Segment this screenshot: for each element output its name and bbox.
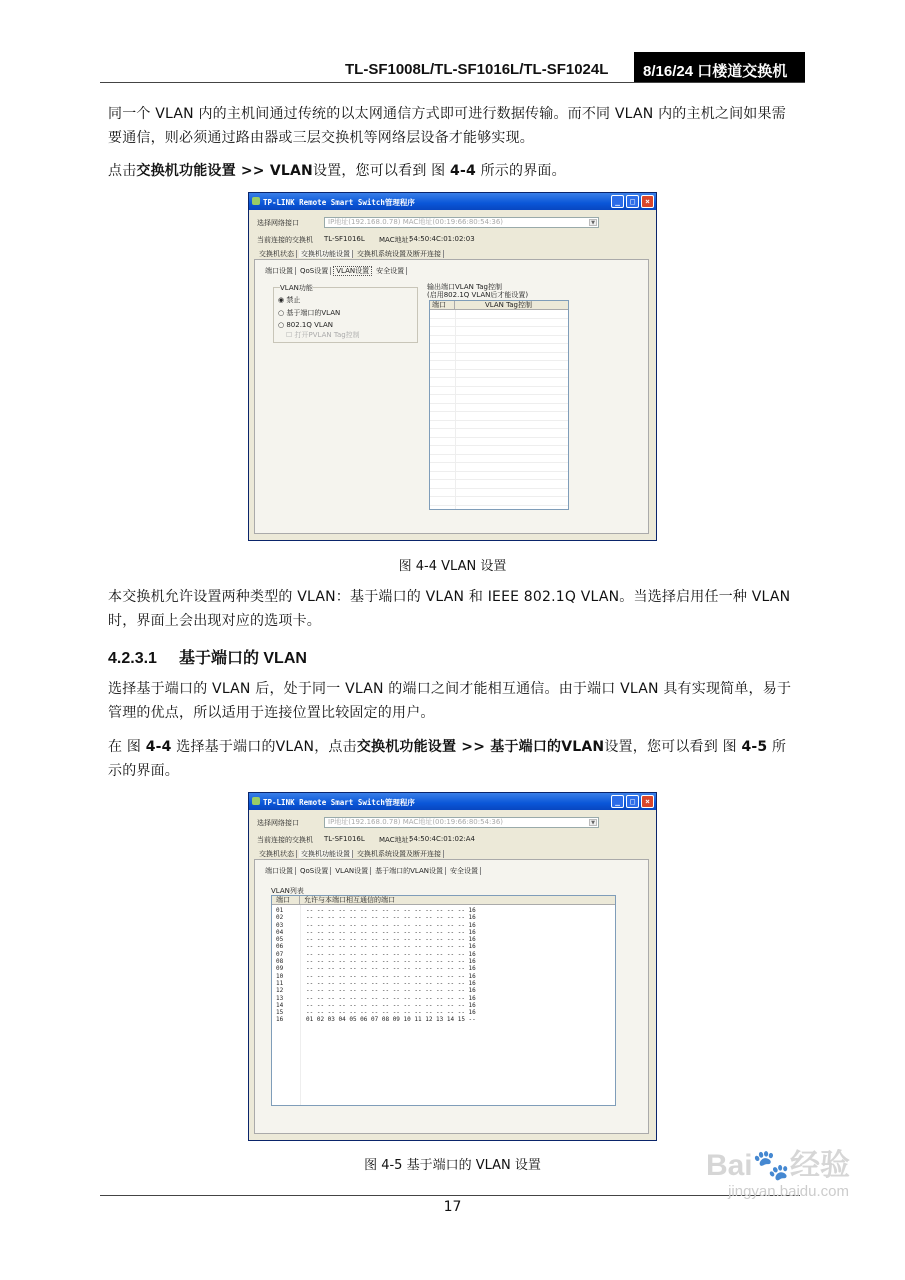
port-cell: 13 xyxy=(276,994,284,1002)
select-label: 选择网络接口 xyxy=(257,219,299,227)
list-title: VLAN列表 xyxy=(271,887,304,895)
members-cell: -- -- -- -- -- -- -- -- -- -- -- -- -- -- -- 16 xyxy=(306,907,476,914)
figure-ref: 4-4 xyxy=(145,739,172,755)
port-cell: 02 xyxy=(276,914,284,922)
close-icon[interactable]: × xyxy=(641,195,654,208)
network-interface-select[interactable] xyxy=(324,217,599,228)
maximize-icon[interactable]: □ xyxy=(626,795,639,808)
column-header: 端口 xyxy=(430,301,455,309)
page-number: 17 xyxy=(443,1199,462,1215)
subtab-port[interactable]: 端口设置 xyxy=(263,867,296,875)
section-heading xyxy=(108,645,307,668)
port-cell: 15 xyxy=(276,1009,284,1017)
minimize-icon[interactable]: _ xyxy=(611,795,624,808)
figure-ref: 4-5 xyxy=(741,739,768,755)
figure-4-5-window xyxy=(248,792,657,1141)
members-cell: 01 02 03 04 05 06 07 08 09 10 11 12 13 14 15 -- xyxy=(306,1016,476,1024)
table-row[interactable] xyxy=(272,995,615,1002)
window-title: TP-LINK Remote Smart Switch管理程序 xyxy=(263,798,415,807)
text: 所示的界面。 xyxy=(475,163,566,179)
subtab-port[interactable]: 端口设置 xyxy=(263,267,296,275)
mac-value: 54:50:4C:01:02:03 xyxy=(409,235,475,243)
port-cell: 16 xyxy=(276,1016,284,1024)
port-cell: 14 xyxy=(276,1001,284,1009)
radio-label: 802.1Q VLAN xyxy=(286,321,333,329)
mac-value: 54:50:4C:01:02:A4 xyxy=(409,835,476,843)
table-row[interactable] xyxy=(272,965,615,972)
table-row[interactable] xyxy=(272,943,615,950)
menu-path: 交换机功能设置 >> 基于端口的VLAN xyxy=(356,739,605,755)
tab-status[interactable]: 交换机状态 xyxy=(257,250,297,258)
members-cell: -- -- -- -- -- -- -- -- -- -- -- -- -- -- -- 16 xyxy=(306,979,476,987)
table-row[interactable] xyxy=(272,980,615,987)
tab-panel xyxy=(254,259,649,534)
title-bar xyxy=(249,793,656,810)
select-label: 选择网络接口 xyxy=(257,819,299,827)
port-cell: 07 xyxy=(276,950,284,958)
sub-tabs xyxy=(263,266,409,276)
mac-label: MAC地址： xyxy=(379,836,416,844)
section-number: 4.2.3.1 xyxy=(108,650,157,667)
figure-4-4-window xyxy=(248,192,657,541)
subtab-security[interactable]: 安全设置 xyxy=(374,267,407,275)
menu-path: 交换机功能设置 >> VLAN xyxy=(136,163,313,179)
chevron-down-icon[interactable]: ▼ xyxy=(589,819,597,826)
tab-panel xyxy=(254,859,649,1134)
port-cell: 06 xyxy=(276,943,284,951)
radio-disable[interactable]: ◉ 禁止 xyxy=(278,296,301,304)
members-cell: -- -- -- -- -- -- -- -- -- -- -- -- -- -- -- 16 xyxy=(306,921,476,929)
footer-rule xyxy=(100,1195,800,1196)
text: 所示的界面。 xyxy=(108,739,787,779)
table-row[interactable] xyxy=(272,914,615,921)
subtab-qos[interactable]: QoS设置 xyxy=(298,267,331,275)
column-header: 端口 xyxy=(272,896,300,904)
table-row[interactable] xyxy=(272,907,615,914)
connected-model: TL-SF1016L xyxy=(324,235,365,243)
table-body xyxy=(272,905,615,1024)
connected-model: TL-SF1016L xyxy=(324,835,365,843)
members-cell: -- -- -- -- -- -- -- -- -- -- -- -- -- -- -- 16 xyxy=(306,928,476,936)
members-cell: -- -- -- -- -- -- -- -- -- -- -- -- -- -- -- 16 xyxy=(306,914,476,922)
paragraph: 同一个 VLAN 内的主机间通过传统的以太网通信方式即可进行数据传输。而不同 VLAN 内的主机之间如果需要通信，则必须通过路由器或三层交换机等网络层设备才能够实现。 xyxy=(108,106,786,146)
network-interface-select[interactable] xyxy=(324,817,599,828)
table-row[interactable] xyxy=(272,987,615,994)
paragraph xyxy=(108,159,800,183)
paragraph: 选择基于端口的 VLAN 后，处于同一 VLAN 的端口之间才能相互通信。由于端口 VLAN 具有实现简单，易于管理的优点，所以适用于连接位置比较固定的用户。 xyxy=(108,681,792,721)
paragraph: 本交换机允许设置两种类型的 VLAN：基于端口的 VLAN 和 IEEE 802.1Q VLAN。当选择启用任一种 VLAN 时，界面上会出现对应的选项卡。 xyxy=(108,589,791,629)
subtab-security[interactable]: 安全设置 xyxy=(448,867,481,875)
main-tabs xyxy=(257,249,446,259)
connected-label: 当前连接的交换机 xyxy=(257,836,313,844)
members-cell: -- -- -- -- -- -- -- -- -- -- -- -- -- -- -- 16 xyxy=(306,958,476,966)
port-cell: 11 xyxy=(276,979,284,987)
radio-8021q[interactable]: ○ 802.1Q VLAN xyxy=(278,321,333,329)
text: 设置，您可以看到 图 xyxy=(312,163,451,179)
members-cell: -- -- -- -- -- -- -- -- -- -- -- -- -- -- -- 16 xyxy=(306,950,476,958)
table-row[interactable] xyxy=(272,1009,615,1016)
right-title: 输出端口VLAN Tag控制 xyxy=(427,283,502,291)
table-row[interactable] xyxy=(272,922,615,929)
table-row[interactable] xyxy=(272,929,615,936)
sub-tabs xyxy=(263,866,483,876)
title-bar xyxy=(249,193,656,210)
watermark-url: jingyan.baidu.com xyxy=(728,1183,849,1200)
text: 设置，您可以看到 图 xyxy=(604,739,742,755)
table-row[interactable] xyxy=(272,951,615,958)
column-header: 允许与本端口相互通信的端口 xyxy=(304,896,395,904)
vlan-tag-table[interactable] xyxy=(429,300,569,510)
combo-value: IP地址(192.168.0.78) MAC地址(00:19:66:80:54:36) xyxy=(328,818,504,826)
tab-function[interactable]: 交换机功能设置 xyxy=(299,850,353,858)
radio-label: 基于端口的VLAN xyxy=(286,309,341,317)
members-cell: -- -- -- -- -- -- -- -- -- -- -- -- -- -- -- 16 xyxy=(306,1001,476,1009)
subtab-port-vlan[interactable]: 基于端口的VLAN设置 xyxy=(373,867,446,875)
header-product: 8/16/24 口楼道交换机 xyxy=(634,52,805,82)
subtab-vlan[interactable]: VLAN设置 xyxy=(333,867,371,875)
members-cell: -- -- -- -- -- -- -- -- -- -- -- -- -- -- -- 16 xyxy=(306,987,476,995)
tab-system[interactable]: 交换机系统设置及断开连接 xyxy=(355,850,444,858)
vlan-function-group xyxy=(273,284,418,343)
port-cell: 10 xyxy=(276,972,284,980)
members-cell: -- -- -- -- -- -- -- -- -- -- -- -- -- -- -- 16 xyxy=(306,965,476,973)
right-subtitle: (启用802.1Q VLAN后才能设置) xyxy=(427,291,529,299)
vlan-list-table[interactable] xyxy=(271,895,616,1106)
port-cell: 05 xyxy=(276,936,284,944)
header-rule xyxy=(100,82,805,83)
tab-status[interactable]: 交换机状态 xyxy=(257,850,297,858)
members-cell: -- -- -- -- -- -- -- -- -- -- -- -- -- -- -- 16 xyxy=(306,943,476,951)
table-header xyxy=(430,301,568,310)
maximize-icon[interactable]: □ xyxy=(626,195,639,208)
radio-port-vlan[interactable]: ○ 基于端口的VLAN xyxy=(278,309,341,317)
figure-ref: 4-4 xyxy=(450,163,476,179)
checkbox-label: 打开PVLAN Tag控制 xyxy=(294,331,360,339)
minimize-icon[interactable]: _ xyxy=(611,195,624,208)
header-model: TL-SF1008L/TL-SF1016L/TL-SF1024L xyxy=(345,61,609,78)
port-cell: 09 xyxy=(276,965,284,973)
subtab-vlan[interactable]: VLAN设置 xyxy=(333,266,372,276)
subtab-qos[interactable]: QoS设置 xyxy=(298,867,331,875)
port-cell: 01 xyxy=(276,907,284,914)
connected-label: 当前连接的交换机 xyxy=(257,236,313,244)
baidu-watermark-logo: Bai🐾经验 xyxy=(705,1149,850,1182)
app-icon xyxy=(252,797,260,805)
table-row[interactable] xyxy=(272,1002,615,1009)
section-title: 基于端口的 VLAN xyxy=(178,650,307,667)
figure-caption: 图 4-4 VLAN 设置 xyxy=(398,559,507,574)
table-row[interactable] xyxy=(272,936,615,943)
column-header: VLAN Tag控制 xyxy=(485,301,532,309)
radio-label: 禁止 xyxy=(286,296,301,304)
paragraph xyxy=(108,735,800,783)
port-cell: 03 xyxy=(276,921,284,929)
port-cell: 08 xyxy=(276,958,284,966)
window-title: TP-LINK Remote Smart Switch管理程序 xyxy=(263,198,415,207)
table-row[interactable] xyxy=(272,973,615,980)
app-icon xyxy=(252,197,260,205)
tab-system[interactable]: 交换机系统设置及断开连接 xyxy=(355,250,444,258)
combo-value: IP地址(192.168.0.78) MAC地址(00:19:66:80:54:36) xyxy=(328,218,504,226)
members-cell: -- -- -- -- -- -- -- -- -- -- -- -- -- -- -- 16 xyxy=(306,994,476,1002)
text: 在 图 xyxy=(108,739,146,755)
close-icon[interactable]: × xyxy=(641,795,654,808)
port-cell: 04 xyxy=(276,928,284,936)
pvlan-tag-checkbox[interactable]: ☐ 打开PVLAN Tag控制 xyxy=(286,331,360,339)
chevron-down-icon[interactable]: ▼ xyxy=(589,219,597,226)
port-cell: 12 xyxy=(276,987,284,995)
members-cell: -- -- -- -- -- -- -- -- -- -- -- -- -- -- -- 16 xyxy=(306,936,476,944)
figure-caption: 图 4-5 基于端口的 VLAN 设置 xyxy=(364,1158,541,1173)
text: 点击 xyxy=(108,163,137,179)
group-title: VLAN功能 xyxy=(280,284,313,292)
members-cell: -- -- -- -- -- -- -- -- -- -- -- -- -- -- -- 16 xyxy=(306,1009,476,1017)
tab-function[interactable]: 交换机功能设置 xyxy=(299,250,353,258)
members-cell: -- -- -- -- -- -- -- -- -- -- -- -- -- -- -- 16 xyxy=(306,972,476,980)
table-row[interactable] xyxy=(272,958,615,965)
main-tabs xyxy=(257,849,446,859)
text: 选择基于端口的VLAN，点击 xyxy=(171,739,357,755)
mac-label: MAC地址： xyxy=(379,236,416,244)
table-header xyxy=(272,896,615,905)
table-row[interactable] xyxy=(272,1016,615,1023)
